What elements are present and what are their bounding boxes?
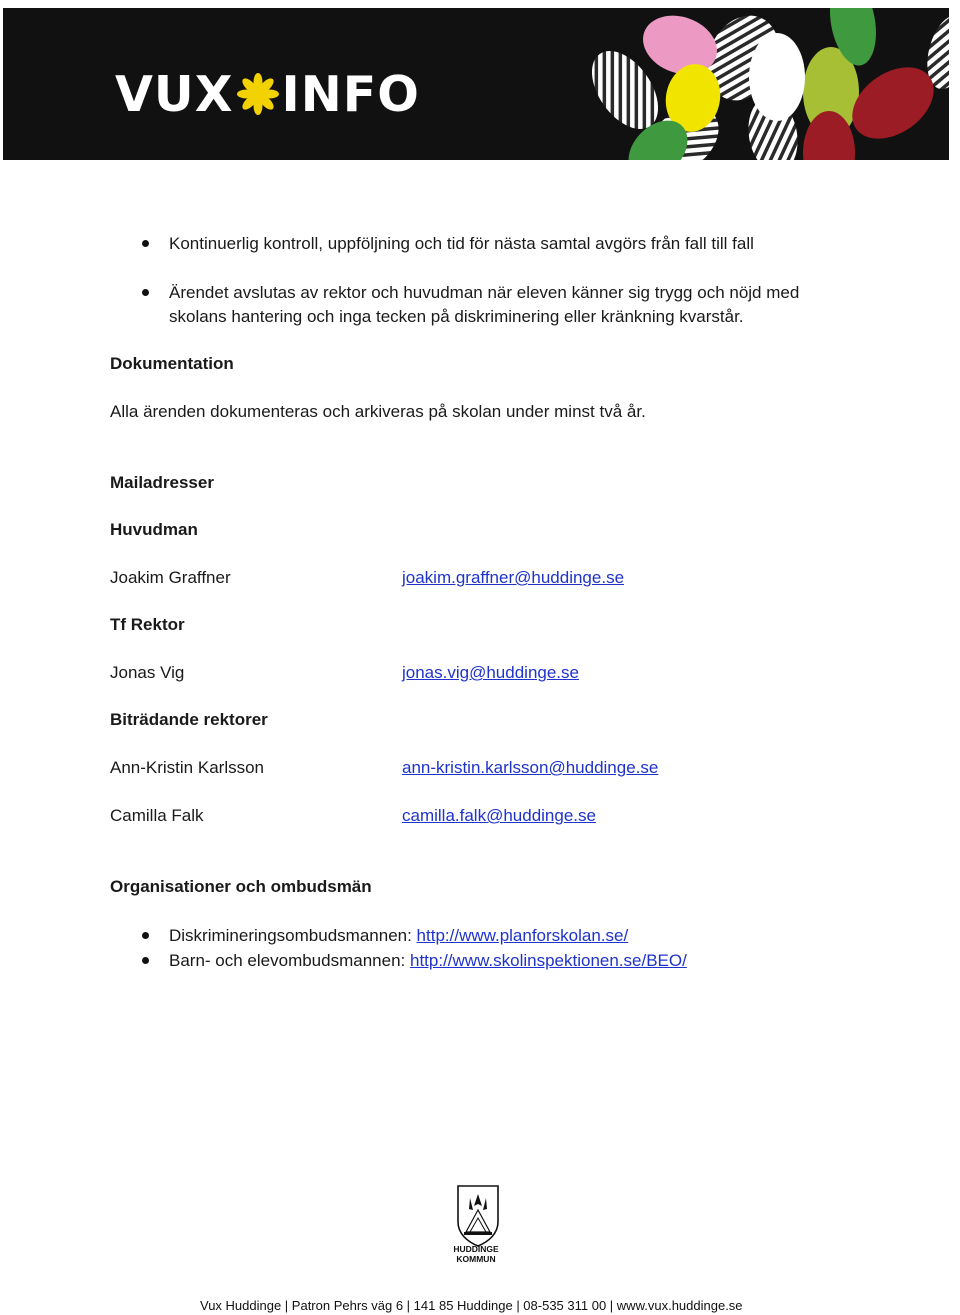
logo-text-right: INFO — [281, 65, 420, 123]
contact-name: Jonas Vig — [110, 663, 185, 682]
bullet-text-line-1: Ärendet avslutas av rektor och huvudman när eleven känner sig trygg och nöjd med — [169, 283, 800, 302]
organisation-link[interactable]: http://www.planforskolan.se/ — [416, 926, 629, 945]
vux-info-logo — [115, 64, 420, 124]
flower-star-icon — [236, 72, 280, 116]
bullet-icon — [142, 932, 149, 939]
footer-address: Vux Huddinge | Patron Pehrs väg 6 | 141 85 Huddinge | 08-535 311 00 | www.vux.huddinge.se — [200, 1298, 743, 1313]
decorative-petals — [563, 8, 949, 160]
contact-name: Joakim Graffner — [110, 568, 231, 587]
subheading-huvudman: Huvudman — [110, 520, 198, 539]
subheading-rektor: Tf Rektor — [110, 615, 185, 634]
organisation-label: Barn- och elevombudsmannen: — [169, 951, 410, 970]
documentation-text: Alla ärenden dokumenteras och arkiveras på skolan under minst två år. — [110, 402, 646, 421]
subheading-bitradande: Biträdande rektorer — [110, 710, 268, 729]
crest-label-line-1: HUDDINGE — [453, 1244, 499, 1254]
contact-name: Ann-Kristin Karlsson — [110, 758, 265, 777]
organisation-item — [169, 949, 687, 973]
section-heading-organisations: Organisationer och ombudsmän — [110, 877, 372, 896]
organisation-link[interactable]: http://www.skolinspektionen.se/BEO/ — [409, 951, 687, 970]
logo-text-left: VUX — [115, 65, 234, 123]
section-heading-mail: Mailadresser — [110, 473, 214, 492]
crest-label — [440, 1244, 512, 1264]
organisation-item — [169, 924, 628, 948]
section-heading-documentation: Dokumentation — [110, 354, 234, 373]
bullet-icon — [142, 289, 149, 296]
contact-email-link[interactable]: joakim.graffner@huddinge.se — [402, 568, 625, 587]
bullet-text-line-2: skolans hantering och inga tecken på diskriminering eller kränkning kvarstår. — [169, 307, 744, 326]
contact-email-link[interactable]: jonas.vig@huddinge.se — [402, 663, 579, 682]
crest-label-line-2: KOMMUN — [456, 1254, 496, 1264]
bullet-icon — [142, 957, 149, 964]
bullet-icon — [142, 240, 149, 247]
contact-email-link[interactable]: camilla.falk@huddinge.se — [402, 806, 596, 825]
contact-email-link[interactable]: ann-kristin.karlsson@huddinge.se — [402, 758, 659, 777]
bullet-text: Kontinuerlig kontroll, uppföljning och tid för nästa samtal avgörs från fall till fall — [169, 234, 754, 253]
organisation-label: Diskrimineringsombudsmannen: — [169, 926, 417, 945]
contact-name: Camilla Falk — [110, 806, 204, 825]
header-banner — [3, 8, 949, 160]
